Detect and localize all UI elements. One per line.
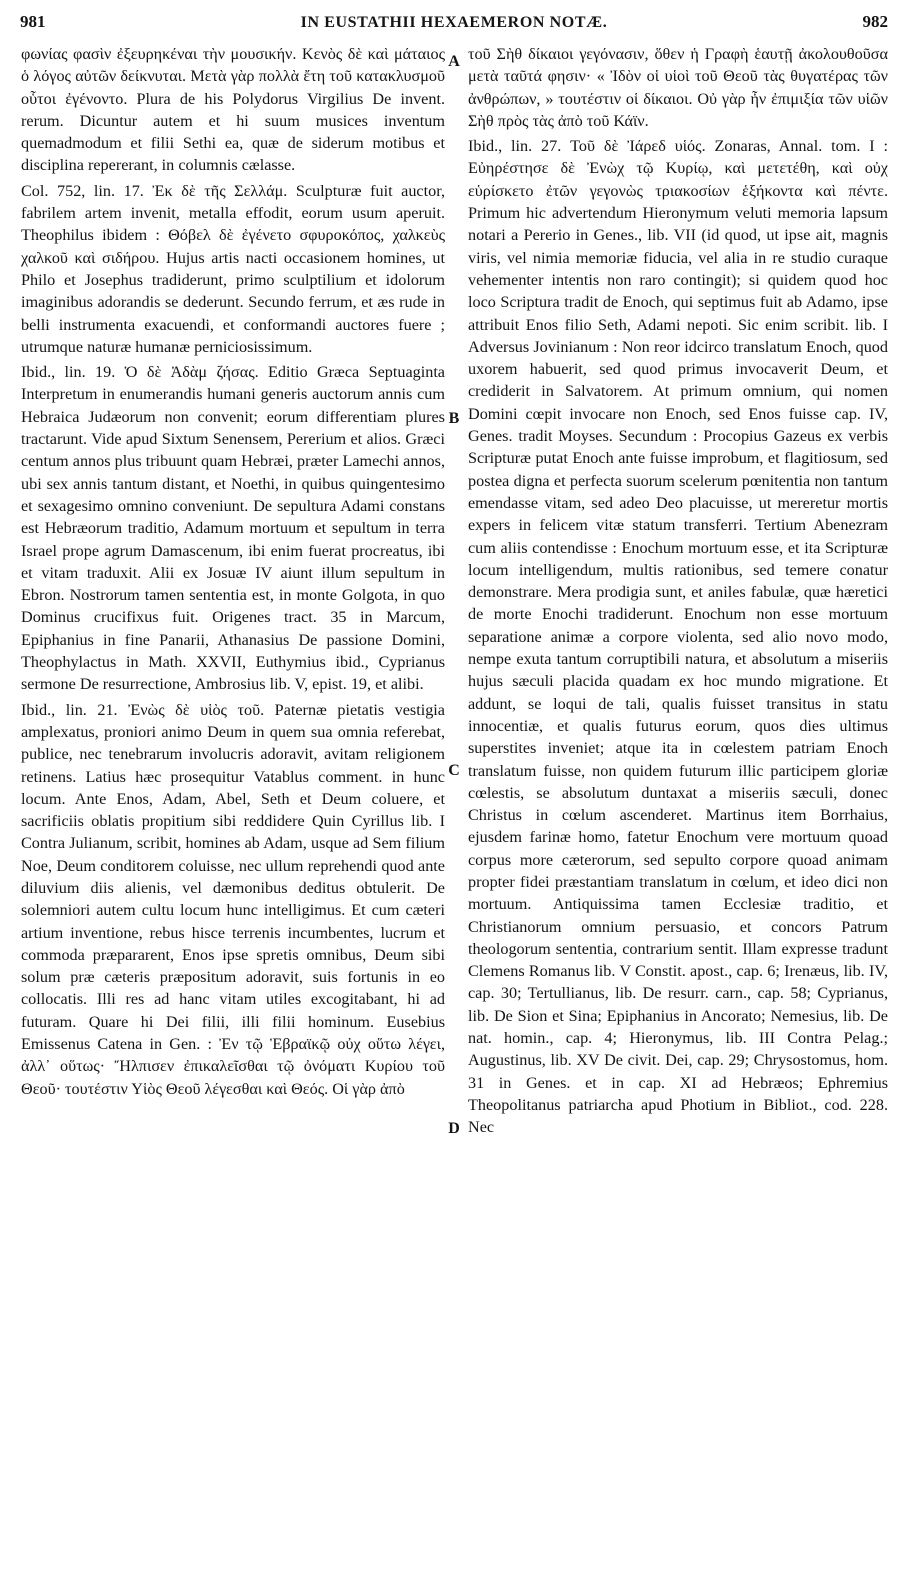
paragraph: Ibid., lin. 27. Τοῦ δὲ Ἰάρεδ υἱός. Zonaras, Annal. tom. I : Εὐηρέστησε δὲ Ἐνὼχ τῷ Κυρίῳ, καὶ μετετέθη, καὶ οὐχ εὑρίσκετο ἐτῶν γεγονὼς τριακοσίων ἑξήκοντα καὶ πέντε. Primum hic advertendum Hieronymum veluti memoria lapsum notari a Pererio in Genes., lib. VII (id quod, ut ipse ait, magnis viris, vel nimia memoriæ fiducia, vel alia in re studio curaque vehementer intentis non raro contingit); si quidem quod hoc loco Scriptura tradit de Enoch, qui septimus fuit ab Adamo, ipse attribuit Enos filio Seth, Adami nepoti. Sic enim scribit. lib. I Adversus Jovinianum : Non reor idcirco translatum Enoch, quod uxorem habuerit, sed quod primus invocaverit Deum, et crediderit in Salvatorem. At primum omnium, qui nomen Domini cœpit invocare non Enoch, sed Enos fuisse cap. IV, Genes. tradit Moyses. Secundum : Procopius Gazeus ex verbis Scripturæ putat Enoch ante fuisse improbum, et flagitiosum, sed postea digna et perfecta suorum scelerum pœnitentia non tantum emendasse vitam, sed adeo Deo placuisse, ut mereretur mortis expers in felicem vitæ statum transferri. Tertium Abenezram cum aliis contendisse : Enochum mortuum esse, et ita Scripturæ locum intelligendum, multis rationibus, sed temere conatur demonstrare. Mera prodigia sunt, et aniles fabulæ, quæ hæretici de morte Enochi tradiderunt. Enochum non esse mortuum separatione animæ a corpore violenta, sed alio novo modo, nempe exuta tantum corruptibili natura, et absolutum a miseriis hujus sæculi placida quadam ex hoc mundo migratione. Et addunt, se loqui de tali, qualis fuisset transitus in statu innocentiæ, et qualis futurus eorum, quos dies ultimus superstites inveniet; atque ita in cœlestem patriam Enoch translatum fuisse, non quidem futurum illic participem gloriæ cœlestis, se absolutum duntaxat a miseriis sæculi, donec Christus in cœlum ascenderet. Martinus item Borrhaius, ejusdem farinæ homo, fatetur Enochum vere mortuum quoad corpus more cæterorum, sed sepulto corpore quoad animam propter fidei præstantiam translatum in cœlum, et ideo dici non mortuum. Antiquissima tamen Ecclesiæ traditio, et Christianorum omnium persuasio, et concors Patrum theologorum sententia, contrarium sentit. Illam expresse tradunt Clemens Romanus lib. V Constit. apost., cap. 6; Irenæus, lib. IV, cap. 30; Tertullianus, lib. De resurr. carn., cap. 58; Cyprianus, lib. De Sion et Sina; Epiphanius in Ancorato; Nemesius, lib. De nat. homin., cap. 4; Hieronymus, lib. III Contra Pelag.; Augustinus, lib. XV De civit. Dei, cap. 29; Chrysostomus, hom. 31 in Genes. et in cap. XI ad Hebræos; Ephremius Theopolitanus patriarcha apud Photium in Bibliot., cod. 228. Nec: [468, 137, 888, 1137]
margin-marker-b: B: [448, 410, 460, 427]
page-number-left: 981: [20, 12, 46, 31]
paragraph: τοῦ Σὴθ δίκαιοι γεγόνασιν, ὅθεν ἡ Γραφὴ ἑαυτῇ ἀκολουθοῦσα μετὰ ταῦτά φησιν· « Ἰδὸν οἱ υἱοὶ τοῦ Θεοῦ τὰς θυγατέρας τῶν ἀνθρώπων, » τουτέστιν οἱ δίκαιοι. Οὐ γὰρ ἦν ἐπιμιξία τῶν υἱῶν Σὴθ πρὸς τὰς ἀπὸ τοῦ Κάϊν.: [468, 45, 888, 130]
running-title: IN EUSTATHII HEXAEMERON NOTÆ.: [300, 14, 608, 31]
margin-marker-d: D: [448, 1120, 460, 1137]
paragraph: Col. 752, lin. 17. Ἐκ δὲ τῆς Σελλάμ. Sculpturæ fuit auctor, fabrilem artem invenit, metalla effodit, eorum usum aperuit. Theophilus ibidem : Θόβελ δὲ ἐγένετο σφυροκόπος, χαλκεὺς χαλκοῦ καὶ σιδήρου. Hujus artis nacti occasionem homines, ut Philo et Josephus tradiderunt, primo sculptilium et idolorum imaginibus adorandis se dederunt. Secundo ferrum, et æs rude in belli instrumenta exacuendi, et conformandi auctores fuere ; utrumque naturæ humanæ perniciosissimum.: [21, 181, 445, 356]
paragraph: φωνίας φασὶν ἐξευρηκέναι τὴν μουσικήν. Κενὸς δὲ καὶ μάταιος ὁ λόγος αὐτῶν δείκνυται. Μετὰ γὰρ πολλὰ ἔτη τοῦ κατακλυσμοῦ οὗτοι ἐγένοντο. Plura de his Polydorus Virgilius De invent. rerum. Dicuntur autem et hi suum musices inventum quemadmodum et filii Sethi ea, quæ de siderum motibus et disciplina repererant, in columnis cælasse.: [21, 45, 445, 175]
margin-marker-a: A: [448, 53, 460, 70]
paragraph: Ibid., lin. 19. Ὁ δὲ Ἀδὰμ ζήσας. Editio Græca Septuaginta Interpretum in enumerandis humani generis auctorum annis cum Hebraica Judæorum non convenit; eorum differentiam plures tractarunt. Vide apud Sixtum Senensem, Pererium et alios. Græci centum annos plus tribuunt quam Hebræi, præter Lamechi annos, ubi sex annis tantum distant, et Noethi, in quibus quingentesimo et sexagesimo omnino conveniunt. De sepultura Adami constans est Hebræorum traditio, Adamum mortuum et sepultum in terra Israel prope agrum Damascenum, ibi enim fuerat procreatus, ibi et vitam traduxit. Alii ex Josuæ IV aiunt illum sepultum in Ebron. Nostrorum tamen sententia est, in monte Golgota, in quo Dominus crucifixus fuit. Origenes tract. 35 in Marcum, Epiphanius in fine Panarii, Athanasius De passione Domini, Theophylactus in Math. XXVII, Euthymius ibid., Cyprianus sermone De resurrectione, Ambrosius lib. V, epist. 19, et alibi.: [21, 363, 445, 694]
margin-marker-c: C: [448, 762, 460, 779]
running-header: [20, 12, 888, 36]
left-column: [21, 43, 445, 1568]
paragraph: Ibid., lin. 21. Ἐνὼς δὲ υἱὸς τοῦ. Paternæ pietatis vestigia amplexatus, proniori animo Deum in quem sua omnia referebat, publice, nec tenebrarum involucris adoravit, avitam religionem retinens. Latius hæc prosequitur Vatablus comment. in hunc locum. Ante Enos, Adam, Abel, Seth et Deum coluere, et sacrificiis oblatis propitium sibi reddidere Quin Cyrillus lib. I Contra Julianum, scribit, homines ab Adam, usque ad Sem filium Noe, Deum conditorem coluisse, nec ullum reprehendi quod ante diluvium diis alienis, vel dæmonibus deditus obtulerit. De solemniori autem cultu locum hunc intelligimus. Et cum cæteri artium inventione, rebus hisce terrenis incumbentes, lucrum et commoda præpararent, Enos ipse spretis omnibus, Deum sibi solum præ cæteris præpositum adoravit, suis fortunis in eo collocatis. Illi res ad hanc vitam utiles excogitabant, hi ad futuram. Quare hi Dei filii, illi filii hominum. Eusebius Emissenus Catena in Gen. : Ἐν τῷ Ἑβραϊκῷ οὐχ οὕτω λέγει, ἀλλ᾽ οὕτως· Ἤλπισεν ἐπικαλεῖσθαι τῷ ὀνόματι Κυρίου τοῦ Θεοῦ· τουτέστιν Υἱὸς Θεοῦ λέγεσθαι καὶ Θεός. Οἱ γὰρ ἀπὸ: [21, 700, 445, 1098]
page-number-right: 982: [862, 12, 888, 31]
right-column: [468, 43, 888, 1568]
